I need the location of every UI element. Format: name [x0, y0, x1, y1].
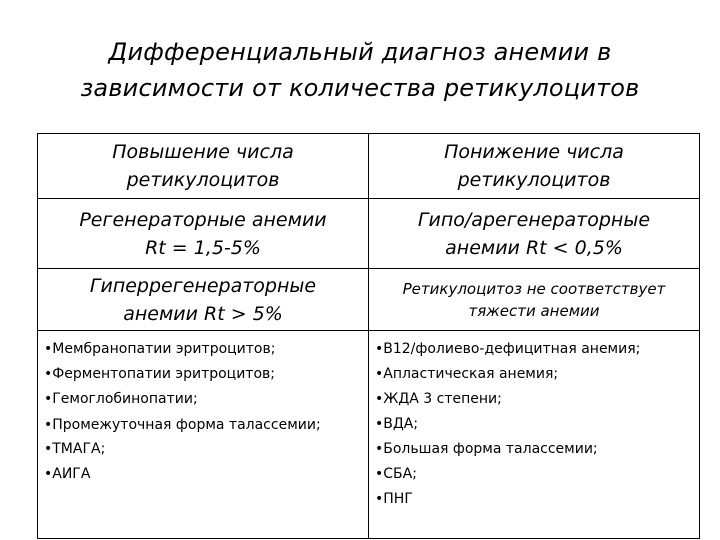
title-line-2: зависимости от количества ретикулоцитов [80, 74, 640, 102]
regenerative-line-1: Регенераторные анемии [79, 208, 327, 231]
hyperregenerative-line-2: анемии Rt > 5% [123, 302, 283, 325]
list-item: •Большая форма талассемии; [375, 441, 598, 457]
header-decrease-line-1: Понижение числа [444, 141, 624, 163]
header-decrease [369, 134, 700, 199]
header-increase [38, 134, 369, 199]
header-increase-line-2: ретикулоцитов [126, 169, 280, 191]
table-row-header [38, 134, 700, 199]
reticulocytosis-line-2: тяжести анемии [468, 301, 600, 320]
list-item: •СБА; [375, 466, 417, 482]
hyperregenerative-cell [38, 269, 369, 331]
hypo-aregenerative-line-2: анемии Rt < 0,5% [445, 236, 623, 259]
table-row-lists [38, 331, 700, 539]
list-item: •ТМАГА; [44, 441, 106, 457]
table-row-hyperregenerative [38, 269, 700, 331]
list-item: •В12/фолиево-дефицитная анемия; [375, 341, 641, 357]
hyperregenerative-line-1: Гиперрегенераторные [89, 274, 317, 297]
increase-conditions-list [38, 331, 369, 539]
differential-table [37, 133, 700, 539]
list-item: •Гемоглобинопатии; [44, 391, 198, 407]
reticulocytosis-mismatch-cell [369, 269, 700, 331]
list-item: •Промежуточная форма талассемии; [44, 417, 321, 433]
list-item: •ЖДА 3 степени; [375, 391, 502, 407]
title-line-1: Дифференциальный диагноз анемии в [108, 38, 612, 66]
hypo-aregenerative-cell [369, 199, 700, 269]
regenerative-cell [38, 199, 369, 269]
list-item: •Ферментопатии эритроцитов; [44, 366, 275, 382]
table-row-regenerative [38, 199, 700, 269]
regenerative-line-2: Rt = 1,5-5% [145, 236, 261, 259]
header-decrease-line-2: ретикулоцитов [457, 169, 611, 191]
list-item: •Апластическая анемия; [375, 366, 559, 382]
reticulocytosis-line-1: Ретикулоцитоз не соответствует [402, 279, 666, 298]
list-item: •АИГА [44, 466, 91, 482]
hypo-aregenerative-line-1: Гипо/арегенераторные [417, 208, 651, 231]
list-item: •Мембранопатии эритроцитов; [44, 341, 276, 357]
decrease-conditions-list [369, 331, 700, 539]
list-item: •ПНГ [375, 491, 413, 507]
list-item: •ВДА; [375, 416, 419, 432]
header-increase-line-1: Повышение числа [112, 141, 294, 163]
page-title [20, 34, 700, 106]
